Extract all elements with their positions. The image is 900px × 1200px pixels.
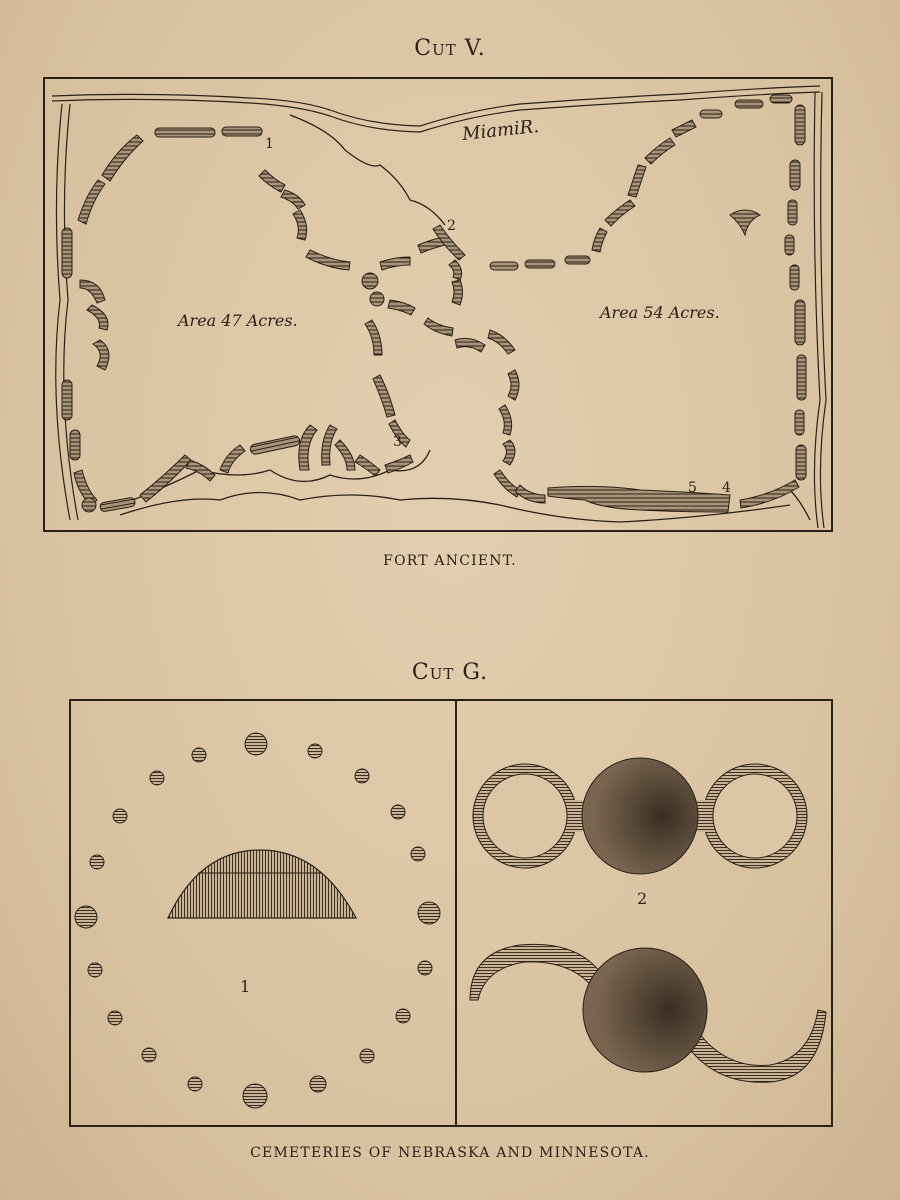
panel-left-number: 1	[240, 977, 251, 996]
panel-right-number: 2	[637, 889, 648, 908]
marker-3: 3	[393, 434, 402, 450]
marker-4: 4	[722, 480, 731, 496]
cut-v-caption: FORT ANCIENT.	[383, 553, 517, 569]
fort-ancient-map	[0, 0, 900, 540]
marker-2: 2	[447, 218, 456, 234]
central-mound	[168, 850, 356, 918]
area-right-label: Area 54 Acres.	[600, 303, 720, 322]
cut-v-title: Cut V.	[414, 36, 486, 61]
serpent-mound	[470, 944, 826, 1082]
cut-g-title: Cut G.	[411, 660, 489, 685]
area-left-label: Area 47 Acres.	[178, 311, 298, 330]
marker-5: 5	[688, 480, 697, 496]
cemeteries-figure	[0, 690, 900, 1150]
south-hatched-wall	[548, 486, 730, 512]
right-enclosure-walls	[490, 95, 806, 508]
linked-rings	[473, 758, 807, 874]
river-label: MiamiR.	[461, 115, 540, 145]
cut-g-caption: CEMETERIES OF NEBRASKA AND MINNESOTA.	[250, 1145, 650, 1161]
central-walls	[259, 170, 520, 497]
marker-1: 1	[265, 136, 274, 152]
burial-mound-ring	[75, 733, 440, 1108]
